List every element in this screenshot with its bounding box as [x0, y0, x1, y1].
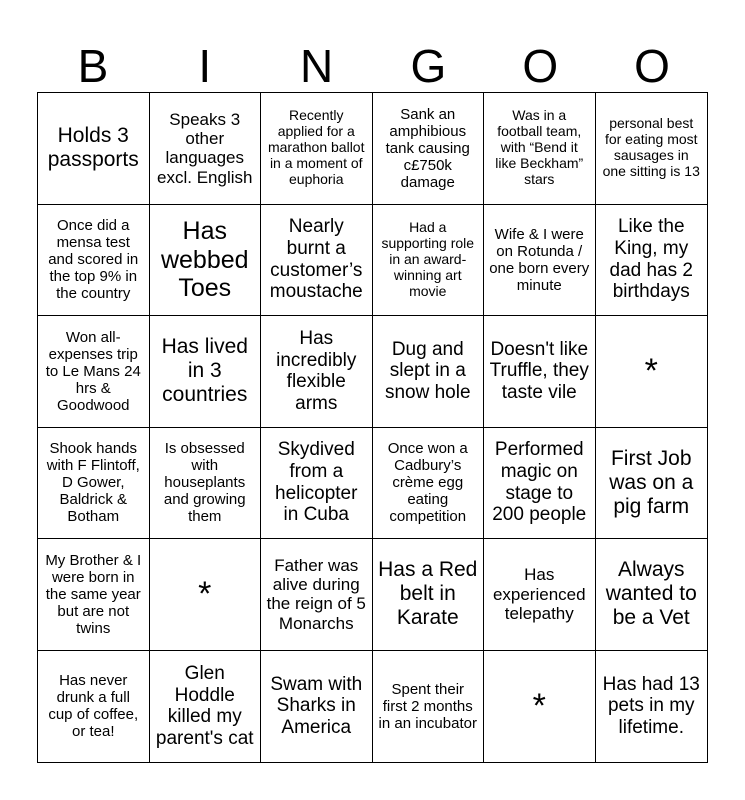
- cell-text: My Brother & I were born in the same year but are not twins: [45, 551, 142, 637]
- cell-text: Was in a football team, with “Bend it like Beckham” stars: [495, 107, 584, 188]
- cell-text: Swam with Sharks in America: [270, 673, 363, 739]
- cell-text: Has incredibly flexible arms: [276, 327, 357, 414]
- bingo-cell[interactable]: [373, 93, 485, 205]
- cell-text: Holds 3 passports: [47, 124, 139, 172]
- header-letter-o: O: [522, 40, 559, 92]
- cell-text: Has webbed Toes: [160, 217, 249, 302]
- bingo-cell[interactable]: [484, 316, 596, 428]
- free-space-cell[interactable]: [150, 539, 262, 651]
- bingo-cell[interactable]: [38, 651, 150, 763]
- bingo-cell[interactable]: [484, 428, 596, 540]
- cell-text: Spent their first 2 months in an incubator: [378, 680, 477, 732]
- bingo-cell[interactable]: [38, 205, 150, 317]
- bingo-cell[interactable]: [150, 316, 262, 428]
- cell-text: Once did a mensa test and scored in the top 9% in the country: [48, 217, 139, 303]
- bingo-cell[interactable]: [373, 651, 485, 763]
- free-space-star: *: [198, 575, 212, 614]
- free-space-cell[interactable]: [484, 651, 596, 763]
- cell-text: Sank an amphibious tank causing c£750k damage: [385, 105, 470, 191]
- header-letter-i: I: [198, 40, 212, 92]
- cell-text: Has lived in 3 countries: [161, 335, 248, 407]
- cell-text: Speaks 3 other languages excl. English: [157, 109, 253, 187]
- header-letter-g: G: [410, 40, 447, 92]
- bingo-cell[interactable]: [38, 93, 150, 205]
- cell-text: Always wanted to be a Vet: [605, 558, 697, 630]
- bingo-cell[interactable]: [261, 539, 373, 651]
- cell-text: Skydived from a helicopter in Cuba: [275, 439, 358, 526]
- bingo-cell[interactable]: [150, 93, 262, 205]
- cell-text: Father was alive during the reign of 5 Monarchs: [266, 555, 366, 633]
- cell-text: Doesn't like Truffle, they taste vile: [489, 338, 589, 404]
- bingo-cell[interactable]: [484, 93, 596, 205]
- bingo-card-grid: [37, 92, 708, 763]
- bingo-cell[interactable]: [596, 205, 708, 317]
- bingo-cell[interactable]: [150, 205, 262, 317]
- cell-text: Dug and slept in a snow hole: [384, 338, 471, 404]
- cell-text: Has experienced telepathy: [492, 565, 586, 623]
- bingo-cell[interactable]: [596, 651, 708, 763]
- bingo-cell[interactable]: [261, 651, 373, 763]
- bingo-cell[interactable]: [38, 316, 150, 428]
- bingo-header: [37, 38, 708, 94]
- bingo-cell[interactable]: [373, 539, 485, 651]
- bingo-cell[interactable]: [373, 205, 485, 317]
- header-letter-b: B: [77, 40, 109, 92]
- free-space-cell[interactable]: [596, 316, 708, 428]
- bingo-cell[interactable]: [484, 539, 596, 651]
- header-letter-o-2: O: [634, 40, 670, 92]
- cell-text: Is obsessed with houseplants and growing them: [163, 440, 246, 526]
- cell-text: Nearly burnt a customer’s moustache: [269, 216, 363, 303]
- cell-text: Performed magic on stage to 200 people: [492, 439, 587, 526]
- cell-text: Has a Red belt in Karate: [378, 558, 478, 630]
- cell-text: Has had 13 pets in my lifetime.: [602, 673, 700, 739]
- cell-text: Like the King, my dad has 2 birthdays: [609, 216, 693, 303]
- bingo-cell[interactable]: [38, 428, 150, 540]
- cell-text: Glen Hoddle killed my parent's cat: [155, 662, 254, 749]
- bingo-cell[interactable]: [261, 205, 373, 317]
- cell-text: First Job was on a pig farm: [609, 446, 694, 518]
- bingo-cell[interactable]: [596, 539, 708, 651]
- bingo-cell[interactable]: [484, 205, 596, 317]
- cell-text: Recently applied for a marathon ballot in a moment of euphoria: [267, 107, 365, 188]
- header-letter-n: N: [299, 40, 334, 92]
- free-space-star: *: [532, 687, 546, 726]
- free-space-star: *: [644, 352, 658, 391]
- bingo-cell[interactable]: [596, 428, 708, 540]
- bingo-cell[interactable]: [261, 93, 373, 205]
- bingo-cell[interactable]: [373, 316, 485, 428]
- bingo-cell[interactable]: [261, 316, 373, 428]
- bingo-cell[interactable]: [150, 428, 262, 540]
- cell-text: personal best for eating most sausages in one sitting is 13: [602, 115, 700, 180]
- cell-text: Shook hands with F Flintoff, D Gower, Baldrick & Botham: [46, 440, 140, 526]
- cell-text: Has never drunk a full cup of coffee, or tea!: [48, 672, 139, 741]
- cell-text: Had a supporting role in an award-winning art movie: [381, 218, 475, 299]
- bingo-cell[interactable]: [38, 539, 150, 651]
- cell-text: Won all-expenses trip to Le Mans 24 hrs & Goodwood: [45, 328, 141, 414]
- bingo-cell[interactable]: [150, 651, 262, 763]
- cell-text: Once won a Cadbury’s crème egg eating competition: [387, 440, 468, 526]
- bingo-cell[interactable]: [596, 93, 708, 205]
- bingo-cell[interactable]: [373, 428, 485, 540]
- bingo-cell[interactable]: [261, 428, 373, 540]
- cell-text: Wife & I were on Rotunda / one born every minute: [489, 225, 590, 294]
